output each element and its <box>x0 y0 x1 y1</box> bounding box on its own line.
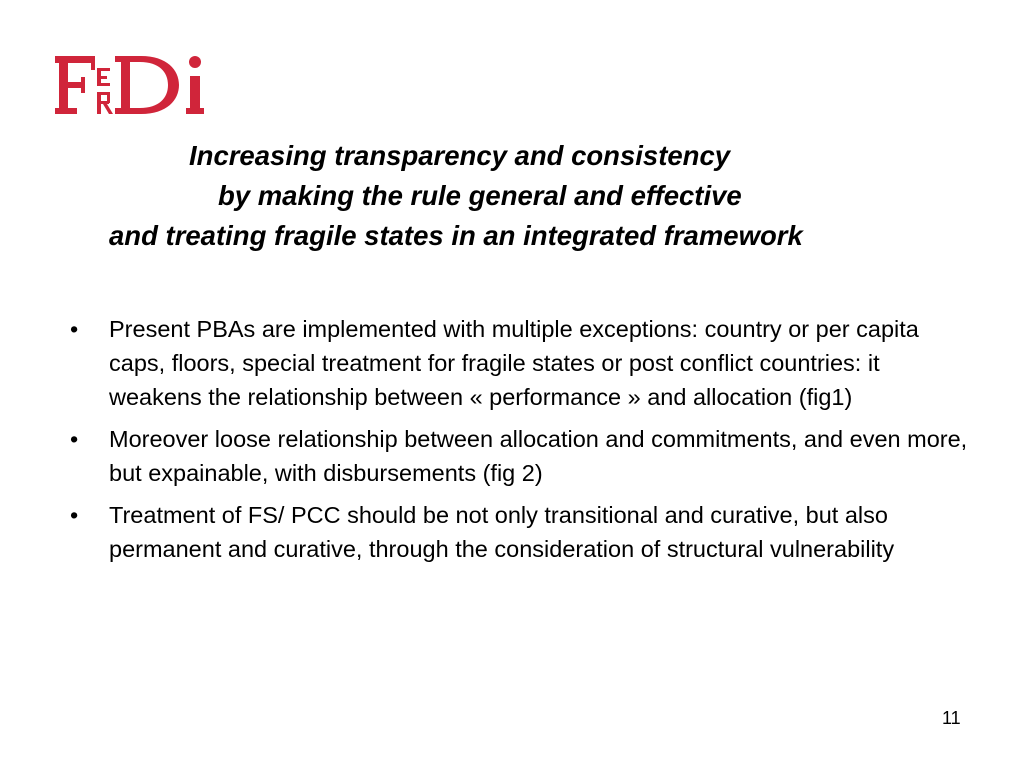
bullet-text: Treatment of FS/ PCC should be not only transitional and curative, but also permanent and curative, through the consideration of structural vulnerability <box>109 502 895 562</box>
bullet-icon: • <box>70 502 79 528</box>
title-line-1: Increasing transparency and consistency <box>189 140 731 171</box>
bullet-text: Present PBAs are implemented with multiple exceptions: country or per capita caps, floors, special treatment for fragile states or post conflict countries: it weakens the relationship between « performance » and allocation (fig1) <box>109 316 919 410</box>
bullet-icon: • <box>70 426 79 452</box>
page-number: 11 <box>942 708 961 728</box>
bullet-item <box>70 422 970 490</box>
bullet-icon: • <box>70 316 79 342</box>
ferdi-logo <box>55 50 225 122</box>
bullet-item <box>70 312 970 414</box>
slide-title <box>40 136 1024 256</box>
bullet-text: Moreover loose relationship between allocation and commitments, and even more, but expainable, with disbursements (fig 2) <box>109 426 968 486</box>
bullet-item <box>70 498 970 566</box>
bullet-list <box>70 312 970 574</box>
title-line-2: by making the rule general and effective <box>218 180 742 211</box>
title-line-3: and treating fragile states in an integrated framework <box>109 220 803 251</box>
